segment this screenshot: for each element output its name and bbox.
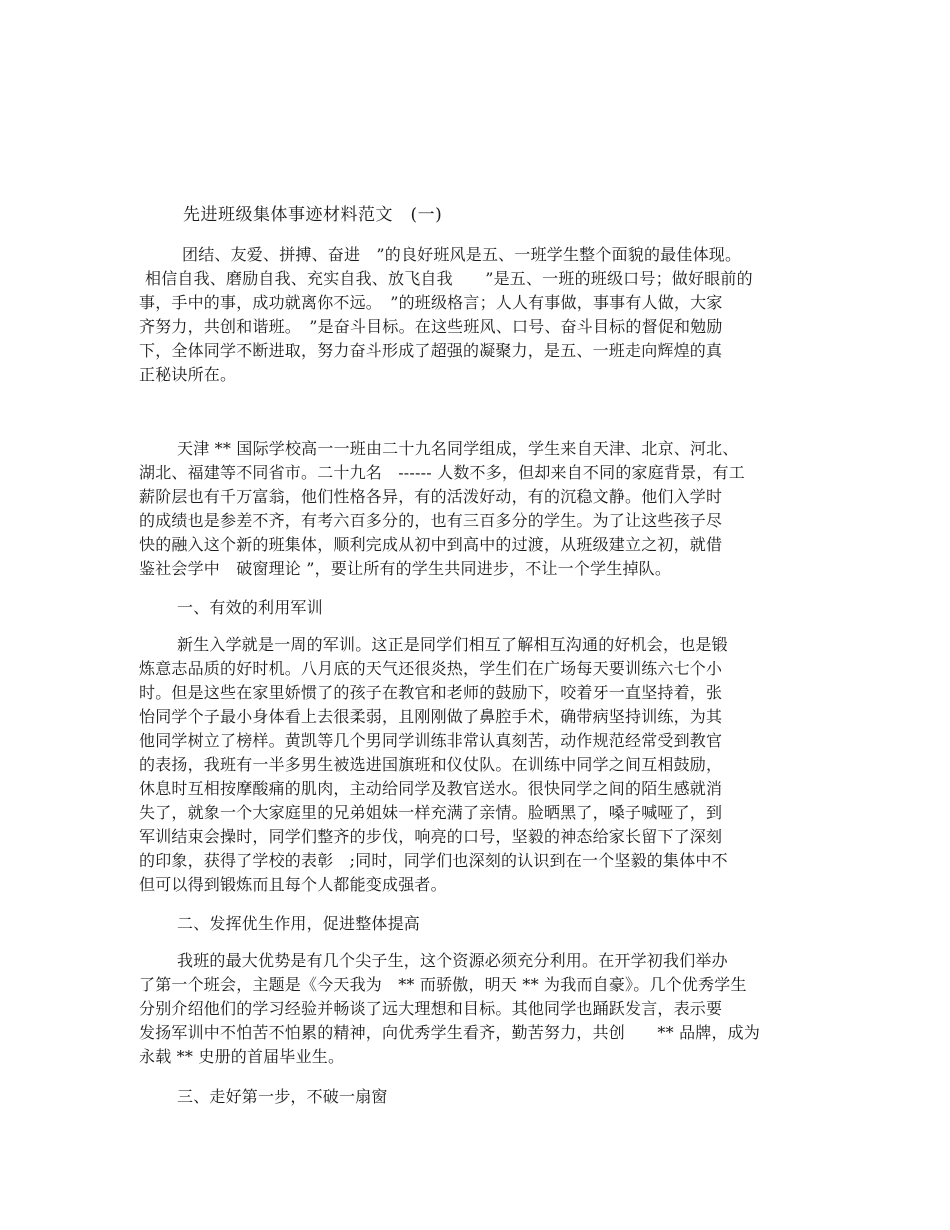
- paragraph-line: 怡同学个子最小身体看上去很柔弱，且刚刚做了鼻腔手术，确带病坚持训练，为其: [139, 707, 723, 726]
- paragraph-line: 齐努力，共创和谐班。 ”是奋斗目标。在这些班风、口号、奋斗目标的督促和勉励: [139, 317, 723, 336]
- paragraph-line: 他同学树立了榜样。黄凯等几个男同学训练非常认真刻苦，动作规范经常受到教官: [139, 731, 723, 750]
- paragraph-line: 正秘诀所在。: [139, 365, 237, 384]
- paragraph-line: 但可以得到锻炼而且每个人都能变成强者。: [139, 875, 447, 894]
- paragraph-line: 的印象，获得了学校的表彰 ;同时，同学们也深刻的认识到在一个坚毅的集体中不: [139, 851, 728, 870]
- paragraph-line: 军训结束会操时，同学们整齐的步伐，响亮的口号，坚毅的神态给家长留下了深刻: [139, 827, 723, 846]
- paragraph-line: 失了，就象一个大家庭里的兄弟姐妹一样充满了亲情。脸晒黑了，嗓子喊哑了，到: [139, 803, 723, 822]
- paragraph-line: 时。但是这些在家里娇惯了的孩子在教官和老师的鼓励下，咬着牙一直坚持着，张: [139, 683, 723, 702]
- paragraph-line: 下，全体同学不断进取，努力奋斗形成了超强的凝聚力，是五、一班走向辉煌的真: [139, 341, 723, 360]
- paragraph-line: 炼意志品质的好时机。八月底的天气还很炎热，学生们在广场每天要训练六七个小: [139, 659, 723, 678]
- document-title: 先进班级集体事迹材料范文 (一): [183, 205, 443, 225]
- paragraph-line: 的表扬，我班有一半多男生被选进国旗班和仪仗队。在训练中同学之间互相鼓励，: [139, 755, 723, 774]
- paragraph-line: 事，手中的事，成功就离你不远。 ”的班级格言；人人有事做，事事有人做，大家: [139, 293, 723, 312]
- section-heading: 二、发挥优生作用，促进整体提高: [177, 914, 421, 933]
- paragraph-line: 团结、友爱、拼搏、奋进 ”的良好班风是五、一班学生整个面貌的最佳体现。: [182, 245, 742, 264]
- paragraph-line: 相信自我、磨励自我、充实自我、放飞自我 ”是五、一班的班级口号；做好眼前的: [145, 269, 753, 288]
- paragraph-line: 休息时互相按摩酸痛的肌肉，主动给同学及教官送水。很快同学之间的陌生感就消: [139, 779, 723, 798]
- paragraph-line: 快的融入这个新的班集体，顺利完成从初中到高中的过渡，从班级建立之初，就借: [139, 535, 723, 554]
- paragraph-line: 薪阶层也有千万富翁，他们性格各异，有的活泼好动，有的沉稳文静。他们入学时: [139, 487, 723, 506]
- paragraph-line: 鉴社会学中 破窗理论 ”，要让所有的学生共同进步，不让一个学生掉队。: [139, 559, 672, 578]
- section-heading: 一、有效的利用军训: [177, 598, 323, 617]
- paragraph-line: 湖北、福建等不同省市。二十九名 ------ 人数不多，但却来自不同的家庭背景，有工: [139, 463, 745, 482]
- paragraph-line: 新生入学就是一周的军训。这正是同学们相互了解相互沟通的好机会，也是锻: [177, 635, 728, 654]
- paragraph-line: 发扬军训中不怕苦不怕累的精神，向优秀学生看齐，勤苦努力，共创 ** 品牌，成为: [139, 1023, 761, 1042]
- paragraph-line: 我班的最大优势是有几个尖子生，这个资源必须充分利用。在开学初我们举办: [177, 951, 728, 970]
- paragraph-line: 永载 ** 史册的首届毕业生。: [139, 1047, 345, 1066]
- paragraph-line: 了第一个班会，主题是《今天我为 ** 而骄傲，明天 ** 为我而自豪》。几个优秀学生: [139, 975, 747, 994]
- paragraph-line: 的成绩也是参差不齐，有考六百多分的，也有三百多分的学生。为了让这些孩子尽: [139, 511, 723, 530]
- section-heading: 三、走好第一步，不破一扇窗: [177, 1087, 388, 1106]
- paragraph-line: 天津 ** 国际学校高一一班由二十九名同学组成，学生来自天津、北京、河北、: [177, 439, 739, 458]
- paragraph-line: 分别介绍他们的学习经验并畅谈了远大理想和目标。其他同学也踊跃发言，表示要: [139, 999, 723, 1018]
